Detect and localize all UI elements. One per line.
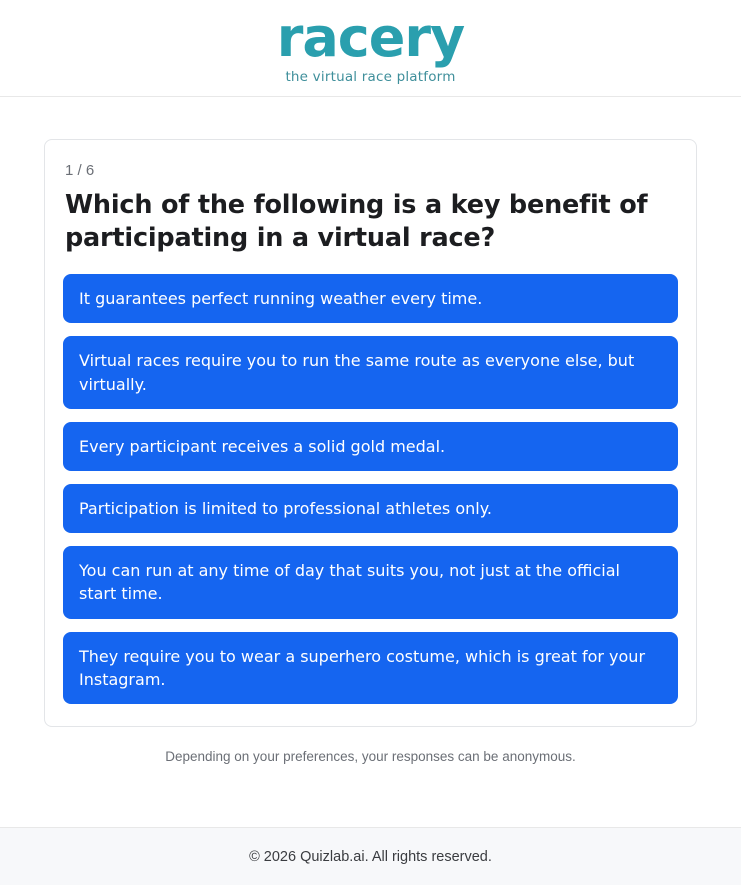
question-text: Which of the following is a key benefit of participating in a virtual race? (65, 190, 648, 253)
main-content (0, 97, 741, 827)
answer-option[interactable]: Virtual races require you to run the same route as everyone else, but virtually. (63, 336, 678, 408)
answer-option[interactable]: You can run at any time of day that suits you, not just at the official start time. (63, 546, 678, 618)
answer-option[interactable]: It guarantees perfect running weather every time. (63, 274, 678, 323)
quiz-card (44, 139, 697, 727)
answer-options-list (63, 274, 678, 704)
answer-option[interactable]: They require you to wear a superhero costume, which is great for your Instagram. (63, 632, 678, 704)
logo-wordmark: racery (276, 6, 465, 70)
racery-logo[interactable] (276, 6, 465, 86)
site-footer (0, 827, 741, 885)
logo-tagline: the virtual race platform (285, 69, 456, 86)
footer-copyright: © 2026 Quizlab.ai. All rights reserved. (249, 848, 492, 865)
site-header (0, 0, 741, 97)
question-progress: 1 / 6 (65, 162, 95, 179)
privacy-note: Depending on your preferences, your responses can be anonymous. (165, 748, 576, 764)
answer-option[interactable]: Participation is limited to professional athletes only. (63, 484, 678, 533)
answer-option[interactable]: Every participant receives a solid gold medal. (63, 422, 678, 471)
